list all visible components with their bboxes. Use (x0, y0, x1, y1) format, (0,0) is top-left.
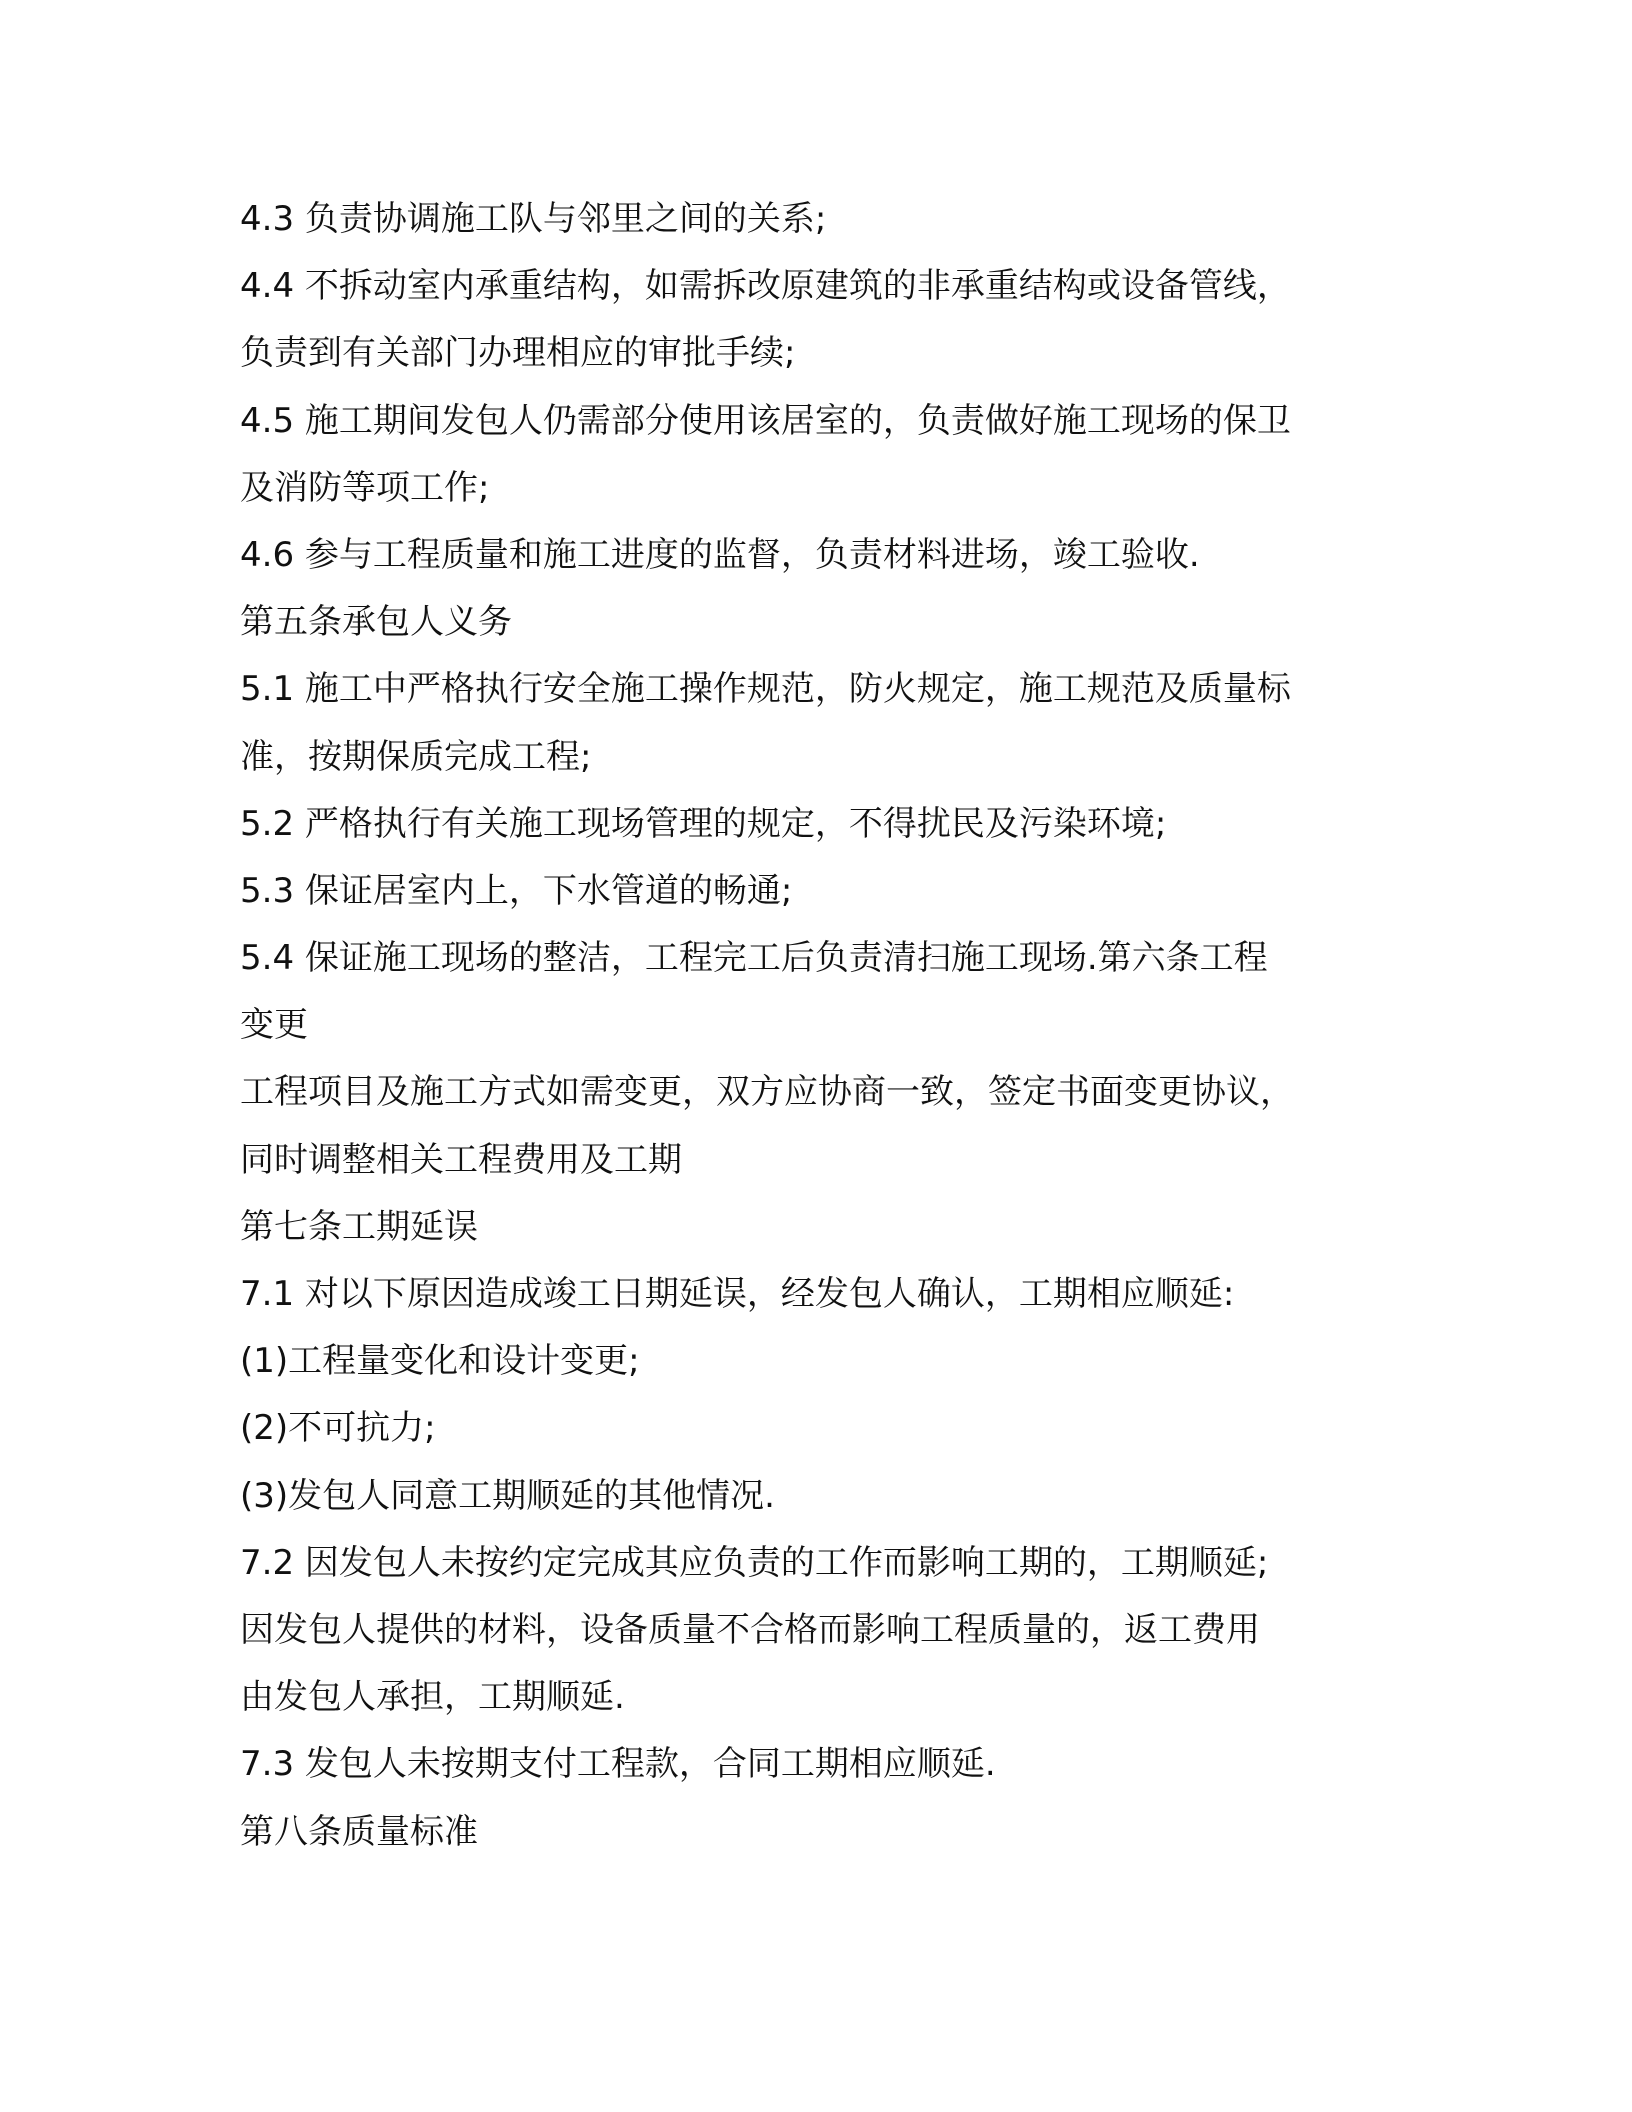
article-7-heading: 第七条工期延误 (240, 1206, 478, 1247)
clause-7-2: 7.2 因发包人未按约定完成其应负责的工作而影响工期的，工期顺延; (240, 1542, 1269, 1583)
article-6-text-cont: 同时调整相关工程费用及工期 (240, 1139, 682, 1180)
document-body (240, 186, 1400, 1866)
clause-4-5: 4.5 施工期间发包人仍需部分使用该居室的，负责做好施工现场的保卫 (240, 400, 1291, 441)
clause-4-4-cont: 负责到有关部门办理相应的审批手续; (240, 333, 796, 374)
article-8-heading: 第八条质量标准 (240, 1811, 478, 1852)
clause-5-4: 5.4 保证施工现场的整洁，工程完工后负责清扫施工现场.第六条工程 (240, 938, 1268, 979)
clause-7-1-item-1: (1)工程量变化和设计变更; (240, 1341, 640, 1382)
clause-7-2-cont: 因发包人提供的材料，设备质量不合格而影响工程质量的，返工费用 (240, 1609, 1260, 1650)
article-5-heading: 第五条承包人义务 (240, 602, 512, 643)
clause-4-4: 4.4 不拆动室内承重结构，如需拆改原建筑的非承重结构或设备管线， (240, 266, 1291, 307)
clause-7-1-item-2: (2)不可抗力; (240, 1408, 436, 1449)
clause-5-1-cont: 准，按期保质完成工程; (240, 736, 592, 777)
clause-4-5-cont: 及消防等项工作; (240, 467, 490, 508)
clause-5-2: 5.2 严格执行有关施工现场管理的规定，不得扰民及污染环境; (240, 803, 1167, 844)
clause-5-3: 5.3 保证居室内上，下水管道的畅通; (240, 870, 793, 911)
clause-5-1: 5.1 施工中严格执行安全施工操作规范，防火规定，施工规范及质量标 (240, 669, 1291, 710)
article-6-heading-cont: 变更 (240, 1005, 308, 1046)
clause-7-1-item-3: (3)发包人同意工期顺延的其他情况. (240, 1475, 775, 1516)
clause-4-6: 4.6 参与工程质量和施工进度的监督，负责材料进场，竣工验收. (240, 534, 1200, 575)
clause-7-1: 7.1 对以下原因造成竣工日期延误，经发包人确认，工期相应顺延: (240, 1274, 1235, 1314)
clause-7-3: 7.3 发包人未按期支付工程款，合同工期相应顺延. (240, 1744, 996, 1785)
clause-4-3: 4.3 负责协调施工队与邻里之间的关系; (240, 199, 827, 239)
article-6-text: 工程项目及施工方式如需变更，双方应协商一致，签定书面变更协议， (240, 1072, 1294, 1113)
clause-7-2-cont-2: 由发包人承担，工期顺延. (240, 1677, 625, 1718)
